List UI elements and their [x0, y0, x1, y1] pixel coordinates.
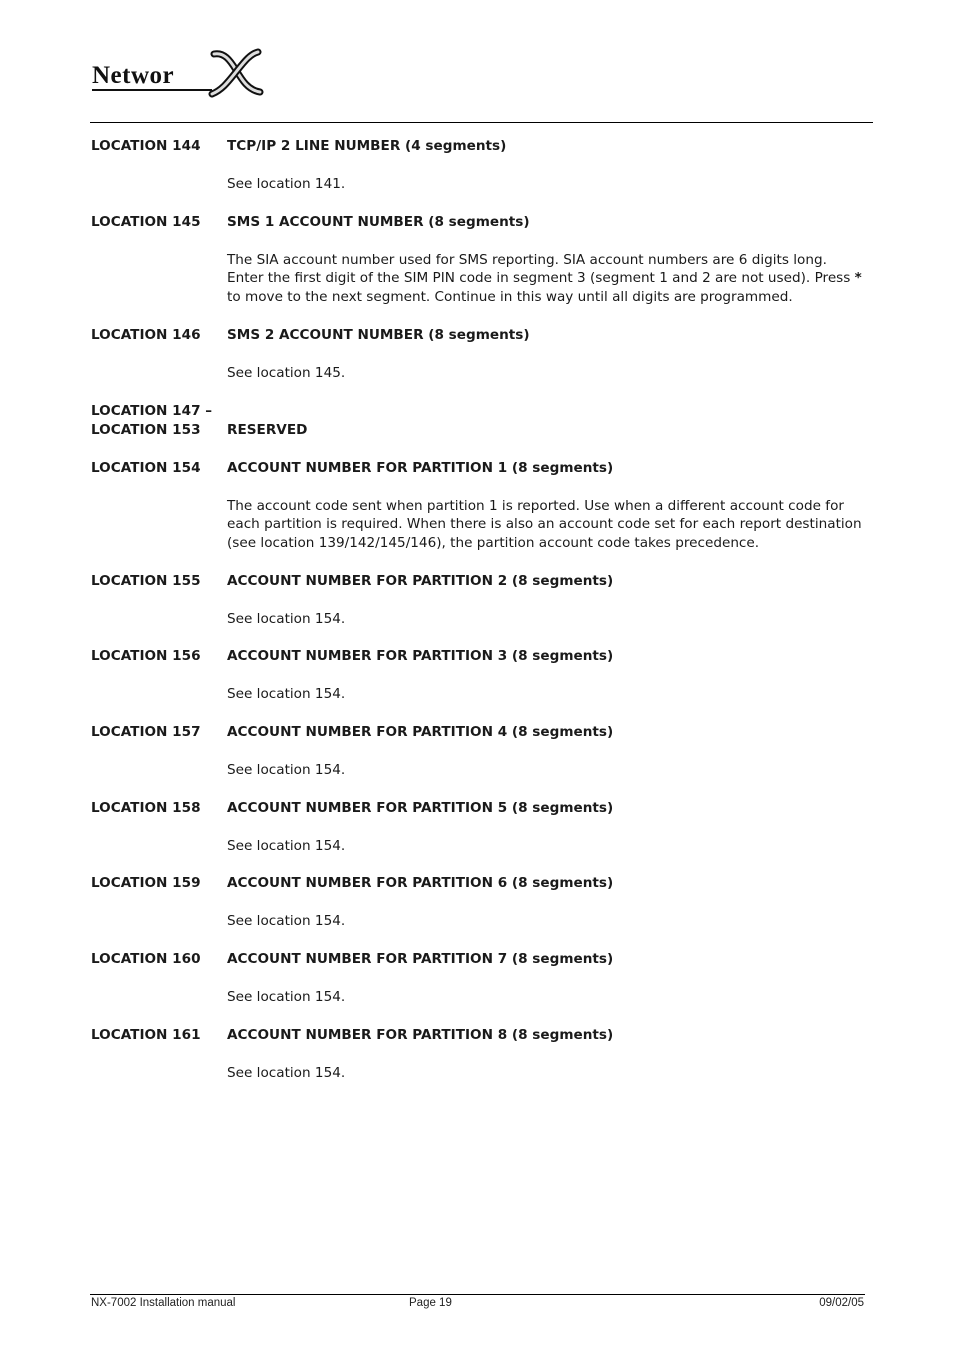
location-description: See location 154. [227, 1064, 346, 1081]
location-label: LOCATION 160 [91, 951, 201, 968]
location-description: See location 141. [227, 176, 346, 192]
location-label: LOCATION 158 [91, 799, 201, 816]
location-entry-144 [91, 137, 871, 194]
location-description: See location 154. [227, 913, 346, 930]
location-description: See location 154. [227, 762, 346, 779]
location-title: ACCOUNT NUMBER FOR PARTITION 4 (8 segments) [227, 724, 614, 741]
header-divider [90, 122, 873, 123]
location-label-end: LOCATION 153 [91, 421, 201, 438]
location-label: LOCATION 155 [91, 572, 201, 589]
location-entry-146 [91, 326, 871, 383]
location-description: The account code sent when partition 1 is reported. Use when a different account code for each partition is required. When there is also an account code set for each report destination (see location 139/142/145/146), the partition account code takes precedence. [227, 497, 862, 551]
location-title: ACCOUNT NUMBER FOR PARTITION 1 (8 segments) [227, 459, 614, 476]
location-entry-158 [91, 799, 871, 856]
location-list [91, 137, 871, 1102]
location-description: See location 154. [227, 686, 346, 703]
location-entry-155 [91, 572, 871, 629]
location-entry-161 [91, 1026, 871, 1083]
location-entry-147-153 [91, 402, 871, 440]
location-entry-156 [91, 647, 871, 704]
location-entry-145 [91, 213, 871, 307]
location-title: SMS 2 ACCOUNT NUMBER (8 segments) [227, 326, 530, 343]
location-label: LOCATION 159 [91, 875, 201, 892]
location-description: See location 145. [227, 364, 346, 381]
location-label: LOCATION 146 [91, 326, 201, 343]
location-description: See location 154. [227, 837, 346, 854]
location-title: ACCOUNT NUMBER FOR PARTITION 5 (8 segments) [227, 799, 614, 816]
location-label-range [91, 402, 227, 440]
location-label: LOCATION 144 [91, 138, 201, 154]
location-title: ACCOUNT NUMBER FOR PARTITION 2 (8 segments) [227, 572, 614, 589]
logo-x-icon [206, 48, 266, 98]
footer-date: 09/02/05 [819, 1297, 864, 1309]
location-entry-160 [91, 950, 871, 1007]
location-entry-157 [91, 723, 871, 780]
star-key: * [854, 270, 862, 287]
logo-underline [92, 89, 212, 91]
location-description: See location 154. [227, 610, 346, 627]
location-entry-159 [91, 874, 871, 931]
location-label: LOCATION 156 [91, 648, 201, 665]
logo-wordmark: Networ [92, 62, 175, 89]
location-title: RESERVED [227, 421, 308, 438]
location-title: TCP/IP 2 LINE NUMBER (4 segments) [227, 138, 507, 154]
footer-divider [90, 1294, 865, 1295]
location-description: The SIA account number used for SMS reporting. SIA account numbers are 6 digits long. Enter the first digit of the SIM PIN code in segment 3 (segment 1 and 2 are not used). Press * to move to the next segment. Continue in this way until all digits are programmed. [227, 251, 862, 306]
location-label: LOCATION 145 [91, 213, 201, 230]
footer-manual-title: NX-7002 Installation manual [91, 1297, 236, 1309]
location-title: ACCOUNT NUMBER FOR PARTITION 7 (8 segments) [227, 951, 614, 968]
location-title: ACCOUNT NUMBER FOR PARTITION 3 (8 segments) [227, 648, 614, 665]
location-entry-154 [91, 459, 871, 553]
location-label: LOCATION 161 [91, 1026, 201, 1043]
location-label-start: LOCATION 147 – [91, 402, 213, 419]
location-description: See location 154. [227, 989, 346, 1006]
location-label: LOCATION 157 [91, 724, 201, 741]
location-title: ACCOUNT NUMBER FOR PARTITION 6 (8 segments) [227, 875, 614, 892]
networx-logo [92, 48, 267, 98]
location-label: LOCATION 154 [91, 459, 201, 476]
location-title: SMS 1 ACCOUNT NUMBER (8 segments) [227, 213, 530, 230]
location-title: ACCOUNT NUMBER FOR PARTITION 8 (8 segments) [227, 1026, 614, 1043]
footer-page-number: Page 19 [409, 1297, 452, 1309]
